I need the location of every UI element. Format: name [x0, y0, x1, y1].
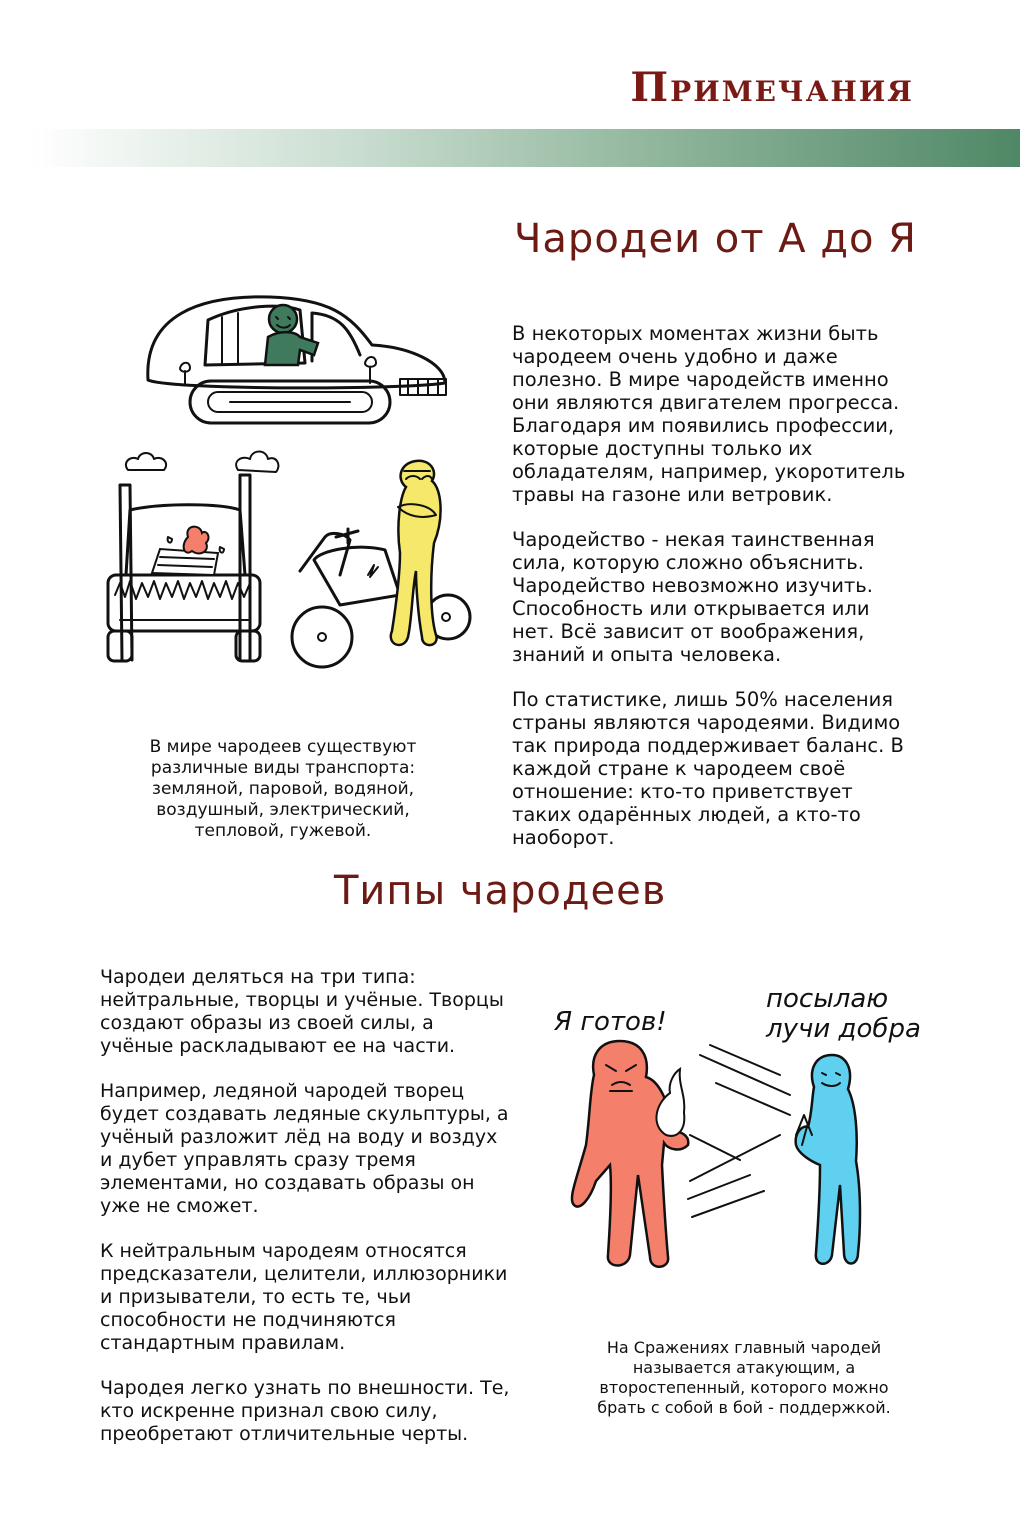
section-heading-types: Типы чародеев	[334, 868, 667, 914]
speech-red: Я готов!	[554, 1007, 667, 1037]
abc-paragraph: По статистике, лишь 50% населения страны являются чародеями. Видимо так природа поддерживает баланс. В каждой стране к чародеем своё отношение: кто-то приветствует таких одарённых людей, а кто-то наоборот.	[512, 688, 904, 849]
speech-blue-line1: посылаю	[766, 984, 889, 1014]
abc-paragraph: Чародейство - некая таинственная сила, которую сложно объяснить. Чародейство невозможно изучить. Способность или открывается или нет. Всё зависит от воображения, знаний и опыта человека.	[512, 528, 875, 666]
abc-paragraph: В некоторых моментах жизни быть чародеем очень удобно и даже полезно. В мире чародейств именно они являются двигателем прогресса. Благодаря им появились профессии, которые доступны только их обладателям, например, укоротитель травы на газоне или ветровик.	[512, 322, 906, 506]
abc-text-column	[512, 322, 912, 871]
speech-blue-line2: лучи добра	[766, 1014, 921, 1044]
section-heading-abc: Чародеи от А до Я	[514, 216, 917, 262]
battle-illustration	[540, 985, 940, 1315]
flying-car-icon	[148, 297, 446, 423]
types-text-column	[100, 966, 510, 1468]
page-title: Примечания	[630, 64, 914, 111]
types-paragraph: К нейтральным чародеям относятся предсказатели, целители, иллюзорники и призыватели, то есть те, чьи способности не подчиняются стандартным правилам.	[100, 1240, 508, 1354]
types-paragraph: Чародея легко узнать по внешности. Те, кто искренне признал свою силу, преобретают отличительные черты.	[100, 1377, 510, 1445]
battle-caption: На Сражениях главный чародей называется атакующим, а второстепенный, которого можно брать с собой в бой - поддержкой.	[597, 1338, 891, 1417]
steam-truck-icon	[108, 475, 260, 661]
battle-characters-icon	[572, 1041, 860, 1267]
types-paragraph: Например, ледяной чародей творец будет создавать ледяные скульптуры, а учёный разложит лёд на воду и воздух и дубет управлять сразу тремя элементами, но создавать образы он уже не сможет.	[100, 1080, 509, 1217]
transport-caption: В мире чародеев существуют различные виды транспорта: земляной, паровой, водяной, воздушный, электрический, тепловой, гужевой.	[149, 737, 417, 841]
electric-bike-icon	[292, 461, 470, 667]
header-gradient-bar	[0, 129, 1020, 167]
transport-illustration	[100, 275, 480, 695]
types-paragraph: Чародеи деляться на три типа: нейтральные, творцы и учёные. Творцы создают образы из своей силы, а учёные раскладывают ее на части.	[100, 966, 504, 1057]
